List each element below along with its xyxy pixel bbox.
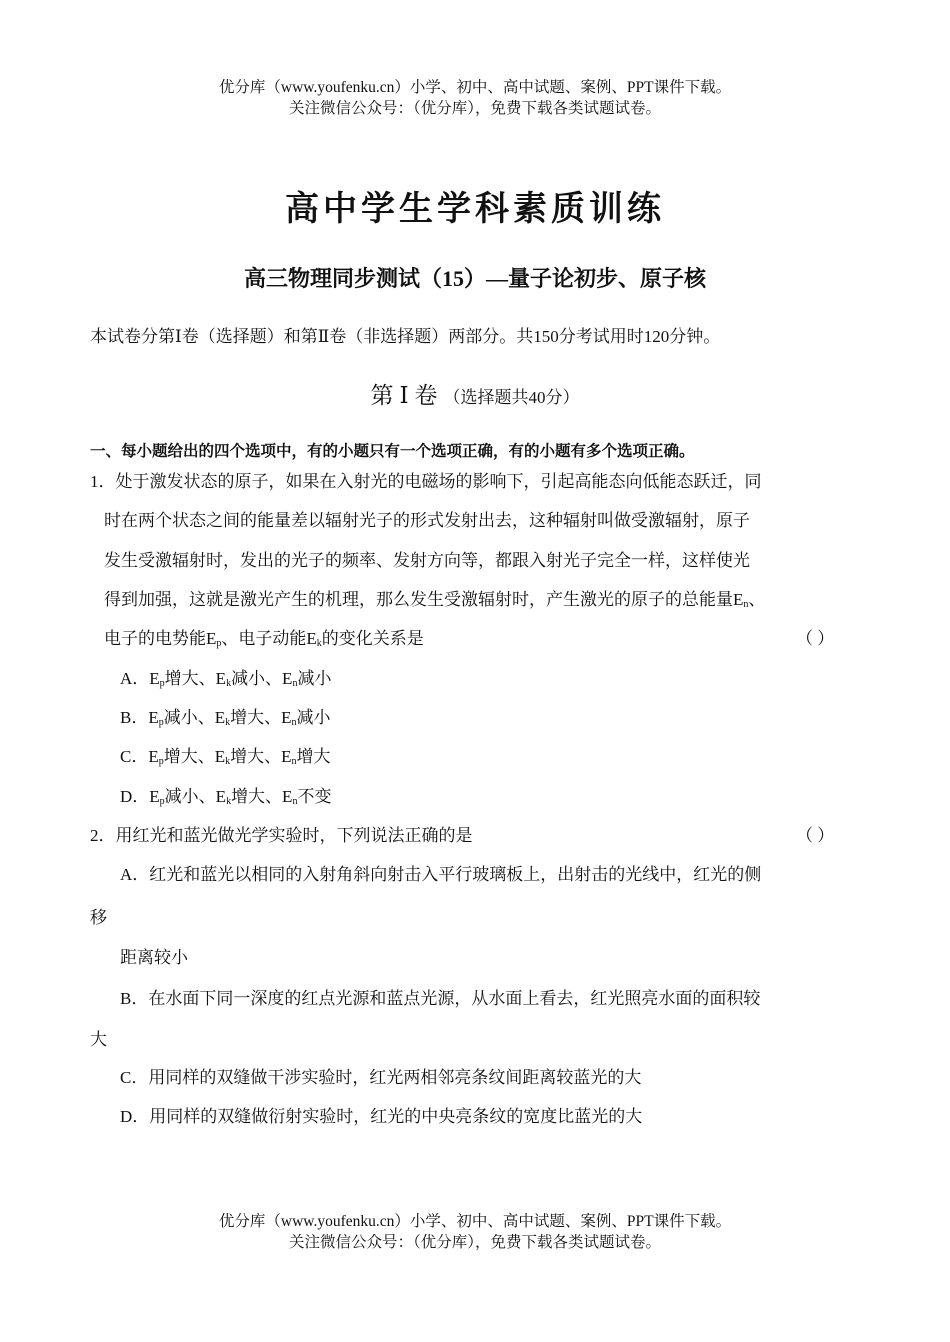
q2-answer-blank: （ ） — [796, 826, 835, 845]
q2-option-d: D．用同样的双缝做衍射实验时，红光的中央亮条纹的宽度比蓝光的大 — [120, 1107, 643, 1126]
footer-line-1: 优分库（www.youfenku.cn）小学、初中、高中试题、案例、PPT课件下载。 — [218, 1213, 732, 1230]
header-line-2: 关注微信公众号：（优分库），免费下载各类试题试卷。 — [288, 100, 661, 117]
q2-option-b-line-1: B．在水面下同一深度的红点光源和蓝点光源，从水面上看去，红光照亮水面的面积较 — [120, 989, 761, 1008]
intro-text: 本试卷分第Ⅰ卷（选择题）和第Ⅱ卷（非选择题）两部分。共150分考试用时120分钟。 — [90, 327, 721, 346]
q1-line-2: 时在两个状态之间的能量差以辐射光子的形式发射出去，这种辐射叫做受激辐射，原子 — [104, 511, 750, 530]
q1-line-3: 发生受激辐射时，发出的光子的频率、发射方向等，都跟入射光子完全一样，这样使光 — [104, 551, 750, 570]
volume-note: （选择题共40分） — [443, 388, 580, 407]
q1-option-a: A．$E_p$增大、$E_k$减小、$E_n$减小 — [120, 669, 332, 689]
q1-option-d: D．$E_p$减小、$E_k$增大、$E_n$不变 — [120, 787, 332, 807]
q2-option-a-line-2: 移 — [90, 908, 107, 927]
q2-option-c: C．用同样的双缝做干涉实验时，红光两相邻亮条纹间距离较蓝光的大 — [120, 1068, 642, 1087]
q1-line-1: 1．处于激发状态的原子，如果在入射光的电磁场的影响下，引起高能态向低能态跃迁，同 — [90, 472, 762, 491]
q2-option-b-line-2: 大 — [90, 1030, 107, 1049]
q1-option-c: C．$E_p$增大、$E_k$增大、$E_n$增大 — [120, 747, 331, 767]
q1-option-b: B．$E_p$减小、$E_k$增大、$E_n$减小 — [120, 708, 331, 728]
q2-stem: 2．用红光和蓝光做光学实验时，下列说法正确的是 — [90, 826, 473, 845]
header-line-1: 优分库（www.youfenku.cn）小学、初中、高中试题、案例、PPT课件下载。 — [218, 79, 732, 96]
footer-line-2: 关注微信公众号：（优分库），免费下载各类试题试卷。 — [288, 1234, 661, 1251]
q2-option-a-line-1: A．红光和蓝光以相同的入射角斜向射击入平行玻璃板上，出射击的光线中，红光的侧 — [120, 865, 762, 884]
section-instruction: 一、每小题给出的四个选项中，有的小题只有一个选项正确，有的小题有多个选项正确。 — [90, 442, 695, 460]
volume-name: 第Ⅰ卷 — [370, 383, 444, 408]
q1-line-5: 电子的电势能$E_p$、电子动能$E_k$的变化关系是 — [104, 629, 424, 649]
q1-answer-blank: （ ） — [796, 629, 835, 648]
page-subtitle: 高三物理同步测试（15）—量子论初步、原子核 — [243, 266, 706, 291]
volume-heading — [0, 377, 950, 410]
page-title: 高中学生学科素质训练 — [285, 189, 665, 229]
q2-option-a-line-3: 距离较小 — [120, 948, 188, 967]
q1-line-4: 得到加强，这就是激光产生的机理，那么发生受激辐射时，产生激光的原子的总能量$E_n$、 — [104, 590, 766, 610]
